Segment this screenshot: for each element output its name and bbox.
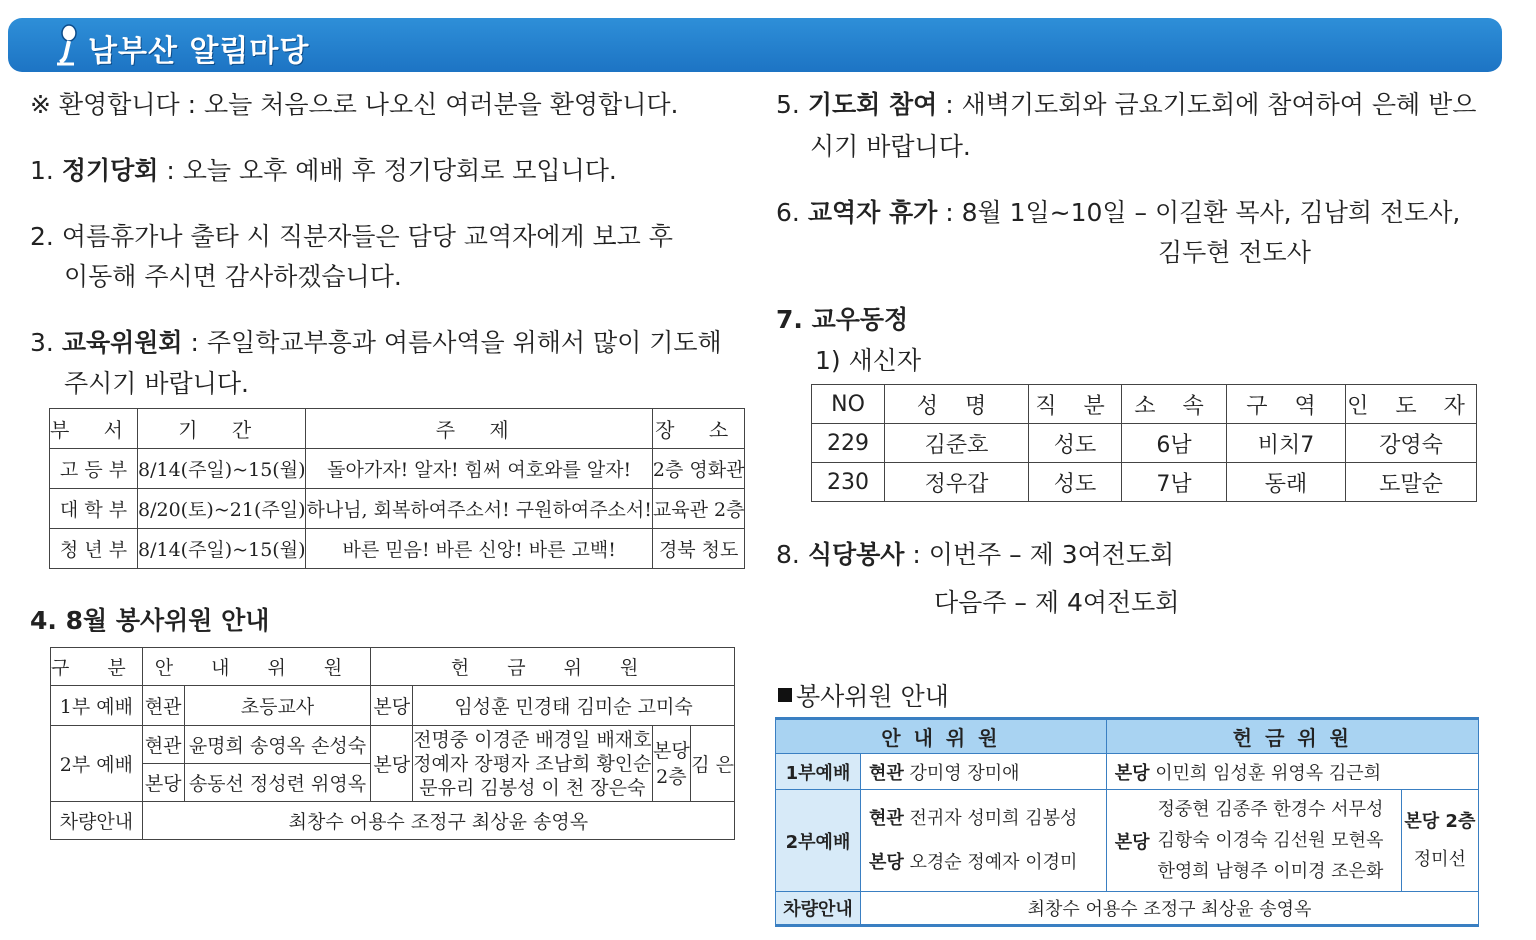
table-header-row: NO 성 명 직 분 소 속 구 역 인 도 자 (812, 385, 1477, 424)
notice-item-7-heading: 7. 교우동정 (776, 305, 909, 334)
notice-item-3: 3. 교육위원회 : 주일학교부흥과 여름사역을 위해서 많이 기도해 (30, 328, 722, 357)
table-row: 1부예배 현관 강미영 장미애 본당 이민희 임성훈 위영옥 김근희 (776, 754, 1479, 790)
service-heading: 봉사위원 안내 (796, 682, 949, 711)
notice-item-8-line2: 다음주 – 제 4여전도회 (934, 588, 1180, 617)
table-header-row: 부 서 기 간 주 제 장 소 (50, 409, 745, 449)
table-row: 본당 송동선 정성련 위영옥 (51, 764, 735, 802)
page-title: 남부산 알림마당 (88, 34, 310, 69)
notice-item-3-line2: 주시기 바랍니다. (64, 369, 249, 398)
notice-item-2: 2. 여름휴가나 출타 시 직분자들은 담당 교역자에게 보고 후 (30, 222, 673, 251)
notice-item-4-heading: 4. 8월 봉사위원 안내 (30, 606, 270, 635)
table-row: 고 등 부 8/14(주일)~15(월) 돌아가자! 알자! 힘써 여호와를 알자! 2층 영화관 (50, 449, 745, 489)
new-members-subheading: 1) 새신자 (815, 346, 922, 375)
table-row: 230 정우갑 성도 7남 동래 도말순 (812, 463, 1477, 502)
new-members-table (811, 384, 1477, 502)
table-row: 2부 예배 현관 윤명희 송영옥 손성숙 본당 전명중 이경준 배경일 배재호 정예자 장평자 조남희 황인순 문유리 김봉성 이 천 장은숙 본당 2층 김 은 (51, 726, 735, 764)
table-row: 229 김준호 성도 6남 비치7 강영숙 (812, 424, 1477, 463)
table-row: 차량안내 최창수 어용수 조정구 최상윤 송영옥 (51, 802, 735, 840)
notice-item-2-line2: 이동해 주시면 감사하겠습니다. (64, 262, 402, 291)
table-row: 차량안내 최창수 어용수 조정구 최상윤 송영옥 (776, 892, 1479, 926)
notice-item-5-line2: 시기 바랍니다. (810, 132, 971, 161)
welcome-notice: ※ 환영합니다 : 오늘 처음으로 나오신 여러분을 환영합니다. (30, 90, 679, 119)
header-banner (8, 18, 1502, 72)
square-bullet-icon (778, 688, 792, 702)
dept-retreat-table (49, 408, 745, 569)
table-row: 대 학 부 8/20(토)~21(주일) 하나님, 회복하여주소서! 구원하여주소서! 교육관 2층 (50, 489, 745, 529)
table-row: 청 년 부 8/14(주일)~15(월) 바른 믿음! 바른 신앙! 바른 고백! 경북 청도 (50, 529, 745, 569)
table-row: 2부예배 현관 전귀자 성미희 김봉성 본당 오경순 정예자 이경미 본당 정중현 김종주 한경수 서무성 김항숙 이경숙 김선원 모현옥 한영희 남형주 이미경 조은화 본당 2층 정미선 (776, 790, 1479, 892)
table-row: 1부 예배 현관 초등교사 본당 임성훈 민경태 김미순 고미숙 (51, 686, 735, 726)
notice-item-5: 5. 기도회 참여 : 새벽기도회와 금요기도회에 참여하여 은혜 받으 (776, 90, 1477, 119)
service-volunteer-table: 안 내 위 원 헌 금 위 원 1부예배 현관 강미영 장미애 본당 이민희 임성훈 위영옥 김근희 2부예배 현관 전귀자 성미희 김봉성 본당 오경순 정예자 이경미 본당 정중현 김종주 한경수 서무성 김항숙 이경숙 김선원 모현옥 한영희 남형주 이미경 조은화 본당 2층 정미선 차량안내 최창수 어용수 조정구 최상윤 송영옥 (775, 717, 1479, 927)
microphone-icon (54, 24, 82, 66)
notice-item-8: 8. 식당봉사 : 이번주 – 제 3여전도회 (776, 540, 1175, 569)
notice-item-1: 1. 정기당회 : 오늘 오후 예배 후 정기당회로 모입니다. (30, 156, 617, 185)
notice-item-6: 6. 교역자 휴가 : 8월 1일~10일 – 이길환 목사, 김남희 전도사, (776, 198, 1461, 227)
notice-item-6-line2: 김두현 전도사 (1158, 238, 1311, 267)
august-service-table: 구 분 안 내 위 원 헌 금 위 원 1부 예배 현관 초등교사 본당 임성훈 민경태 김미순 고미숙 2부 예배 현관 윤명희 송영옥 손성숙 본당 전명중 이경준 배경일 배재호 정예자 장평자 조남희 황인순 문유리 김봉성 이 천 장은숙 본당 2층 김 은 본당 송동선 정성련 위영옥 차량안내 최창수 어용수 조정구 최상윤 송영옥 (50, 647, 735, 840)
